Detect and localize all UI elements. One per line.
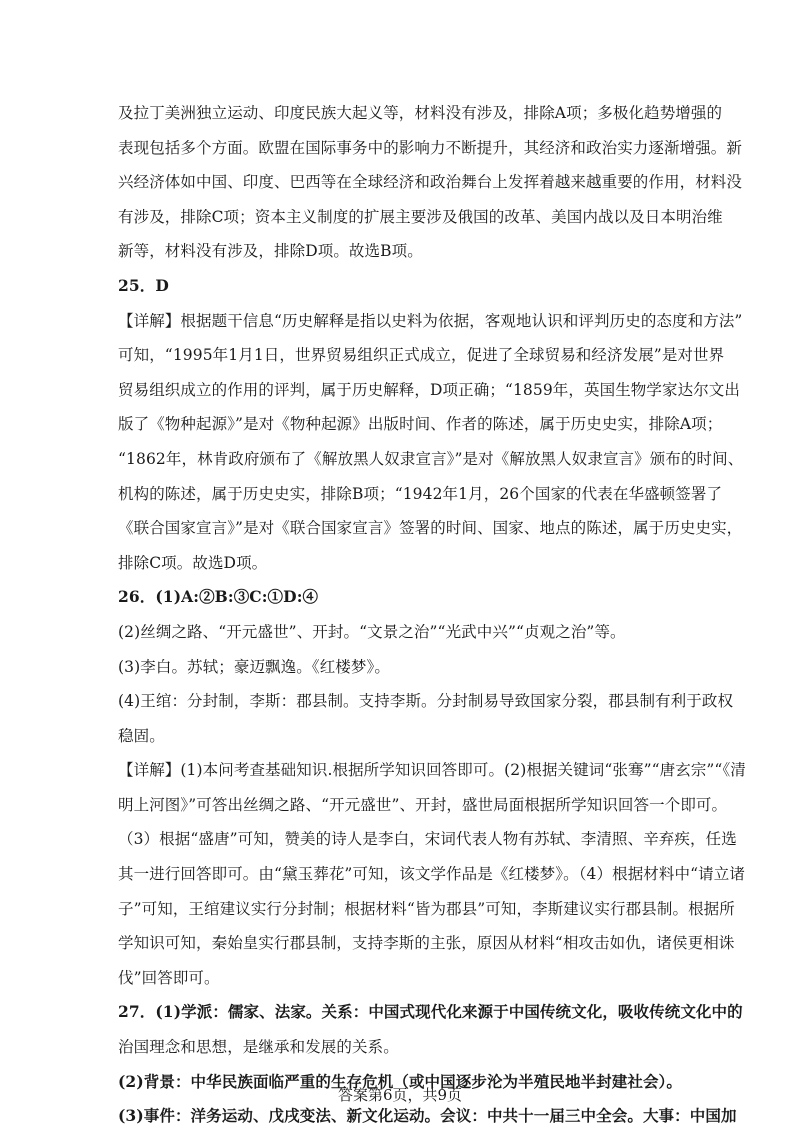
text-line: 【详解】根据题干信息“历史解释是指以史料为依据，客观地认识和评判历史的态度和方法”: [118, 311, 743, 330]
text-line: 【详解】(1)本问考查基础知识.根据所学知识回答即可。(2)根据关键词“张骞”“唐玄宗”“《清: [118, 761, 746, 780]
text-line: 兴经济体如中国、印度、巴西等在全球经济和政治舞台上发挥着越来越重要的作用，材料没: [118, 173, 743, 192]
text-line: 新等，材料没有涉及，排除D项。故选B项。: [118, 242, 423, 261]
text-line: 《联合国家宣言》”是对《联合国家宣言》签署的时间、国家、地点的陈述，属于历史史实，: [118, 519, 743, 538]
text-line: (3)李白。苏轼；豪迈飘逸。《红楼梦》。: [118, 657, 390, 676]
text-line: 稳固。: [118, 726, 165, 745]
text-line: “1862年，林肯政府颁布了《解放黑人奴隶宣言》”是对《解放黑人奴隶宣言》颁布的时间、: [118, 449, 744, 468]
page-footer: 答案第6页，共9页: [337, 1086, 463, 1104]
text-line: 可知，“1995年1月1日，世界贸易组织正式成立，促进了全球贸易和经济发展”是对世界: [118, 346, 725, 365]
text-line: 表现包括多个方面。欧盟在国际事务中的影响力不断提升，其经济和政治实力逐渐增强。新: [118, 138, 743, 157]
text-line: (4)王绾：分封制，李斯：郡县制。支持李斯。分封制易导致国家分裂，郡县制有利于政权: [118, 692, 734, 711]
text-line: 版了《物种起源》”是对《物种起源》出版时间、作者的陈述，属于历史史实，排除A项；: [118, 415, 723, 434]
text-line: 伐”回答即可。: [118, 968, 220, 987]
text-line: 排除C项。故选D项。: [118, 553, 268, 572]
text-line: 学知识可知，秦始皇实行郡县制，支持李斯的主张，原因从材料“相攻击如仇，诸侯更相诛: [118, 934, 735, 953]
text-line: 子”可知，王绾建议实行分封制；根据材料“皆为郡县”可知，李斯建议实行郡县制。根据所: [118, 899, 735, 918]
text-line: 明上河图》”可答出丝绸之路、“开元盛世”、开封，盛世局面根据所学知识回答一个即可。: [118, 795, 728, 814]
text-line: 有涉及，排除C项；资本主义制度的扩展主要涉及俄国的改革、美国内战以及日本明治维: [118, 207, 723, 226]
question-25-answer: 25．D: [118, 275, 169, 295]
text-line: 治国理念和思想，是继承和发展的关系。: [118, 1038, 399, 1057]
text-line: （3）根据“盛唐”可知，赞美的诗人是李白，宋词代表人物有苏轼、李清照、辛弃疾，任选: [118, 830, 737, 849]
text-line: 其一进行回答即可。由“黛玉葬花”可知，该文学作品是《红楼梦》。（4）根据材料中“请立诸: [118, 865, 745, 884]
text-line: 及拉丁美洲独立运动、印度民族大起义等，材料没有涉及，排除A项；多极化趋势增强的: [118, 104, 723, 122]
question-26-answer: 26．(1)A:②B:③C:①D:④: [118, 587, 319, 607]
answer-text-body: [118, 96, 746, 1134]
question-27-answer: 27．(1)学派：儒家、法家。关系：中国式现代化来源于中国传统文化，吸收传统文化中的: [118, 1002, 743, 1022]
text-line: (3)事件：洋务运动、戊戌变法、新文化运动。会议：中共十一届三中全会。大事：中国加: [118, 1106, 737, 1126]
text-line: 机构的陈述，属于历史史实，排除B项；“1942年1月，26个国家的代表在华盛顿签署了: [118, 484, 723, 503]
text-line: 贸易组织成立的作用的评判，属于历史解释，D项正确；“1859年，英国生物学家达尔文出: [118, 380, 740, 399]
text-line: (2)背景：中华民族面临严重的生存危机（或中国逐步沦为半殖民地半封建社会）。: [118, 1071, 683, 1091]
text-line: (2)丝绸之路、“开元盛世”、开封。“文景之治”“光武中兴”“贞观之治”等。: [118, 622, 626, 641]
